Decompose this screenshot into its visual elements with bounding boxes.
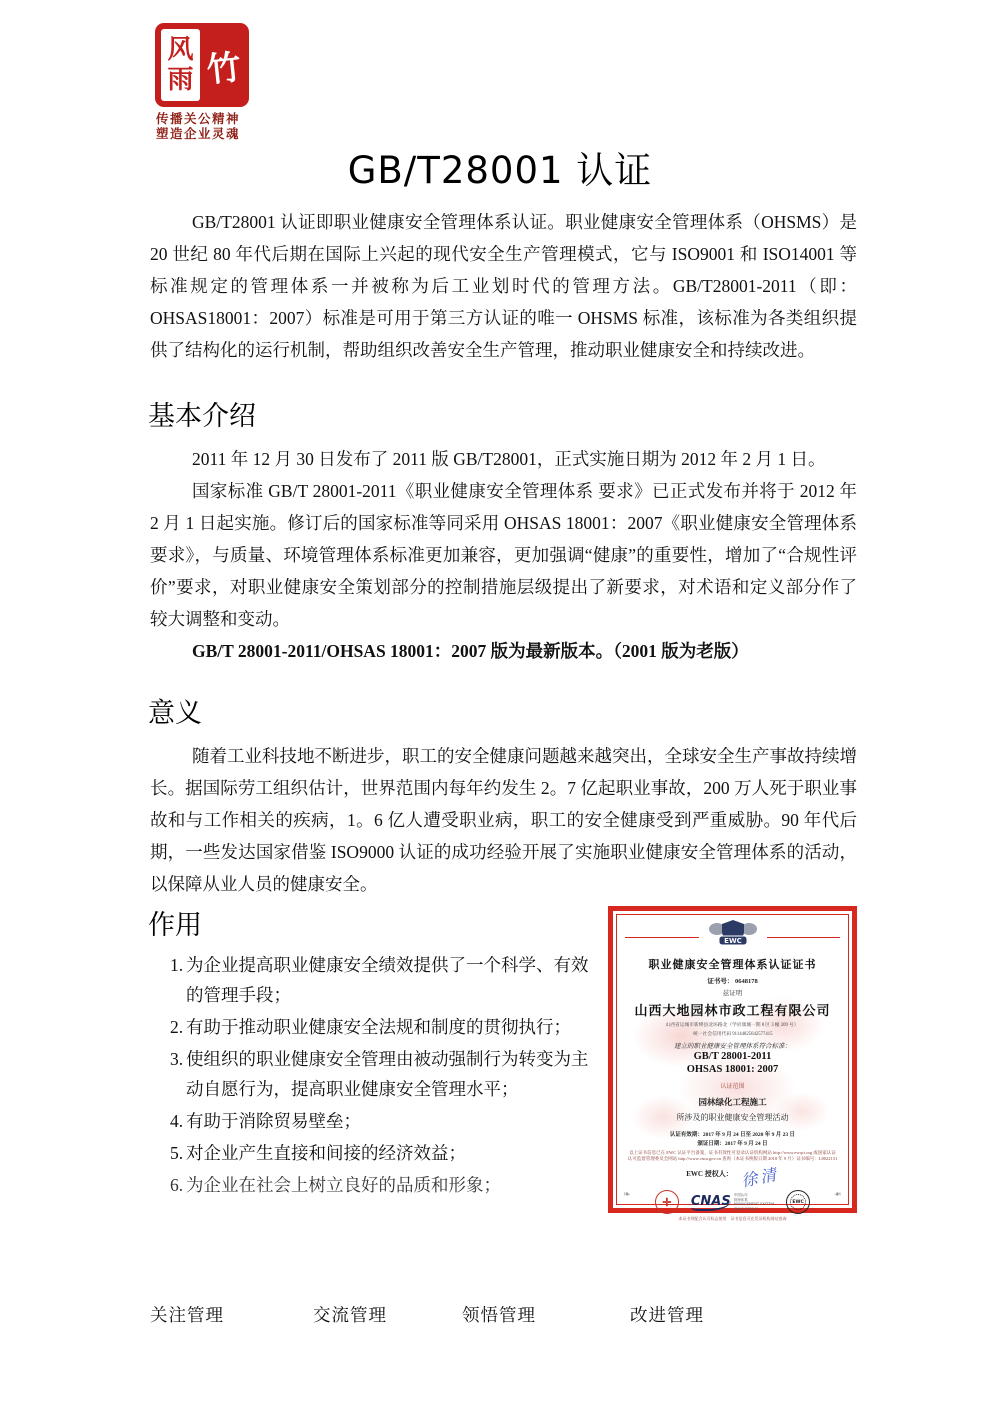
certificate-scope-label: 认证范围 — [720, 1084, 745, 1090]
role-item-number: 5. — [170, 1143, 184, 1163]
ewc-crest-label: EWC — [723, 937, 742, 945]
certificate-address: 山西省运城市新绛县北环路北（学府康城一期 8 区 3 幢 209 号） — [665, 1023, 799, 1028]
heading-role: 作用 — [148, 910, 202, 941]
role-list-item — [150, 1106, 598, 1136]
certificate-standard-1: GB/T 28001-2011 — [693, 1051, 772, 1062]
role-item-text: 有助于消除贸易壁垒； — [186, 1111, 361, 1131]
red-seal-glyph: ✛ — [662, 1196, 672, 1209]
ewc-crest-icon — [699, 919, 767, 952]
heading-meaning: 意义 — [148, 698, 202, 729]
certificate-validity: 认证有效期：2017 年 9 月 24 日至 2020 年 9 月 23 日 — [669, 1132, 796, 1138]
logo-seal-left — [161, 29, 200, 101]
certificate-image — [608, 906, 857, 1221]
certificate-company-name: 山西大地园林市政工程有限公司 — [634, 1003, 831, 1018]
cnas-side-line1: 中国认可 — [733, 1193, 748, 1197]
certificate-authorizer-label: EWC 授权人： — [686, 1170, 733, 1178]
footer-link-follow[interactable]: 关注管理 — [150, 1305, 224, 1325]
ewc-round-seal-label: EWC — [790, 1194, 806, 1210]
logo-char-zhu: 竹 — [204, 46, 243, 91]
certificate-authorizer-row — [686, 1164, 781, 1191]
role-list-item-clipped — [150, 1170, 598, 1195]
role-item-text: 有助于推动职业健康安全法规和制度的贯彻执行； — [186, 1017, 571, 1037]
role-list — [150, 950, 598, 1195]
red-accreditation-seal-icon — [655, 1190, 679, 1214]
role-item-number: 4. — [170, 1111, 184, 1131]
role-item-number: 1. — [170, 955, 184, 975]
basic-paragraph-1: 2011 年 12 月 30 日发布了 2011 版 GB/T28001，正式实施日期为 2012 年 2 月 1 日。 — [192, 449, 826, 469]
cnas-wordmark: CNAS — [690, 1193, 731, 1209]
cnas-logo — [691, 1193, 774, 1211]
basic-paragraph-2: 国家标准 GB/T 28001-2011《职业健康安全管理体系 要求》已正式发布并将于 2012 年 2 月 1 日起实施。修订后的国家标准等同采用 OHSAS 18001：2007《职业健康安全管理体系要求》，与质量、环境管理体系标准更加兼容，更加强调“健康”的重要性，增加了“合规性评价”要求，对职业健康安全策划部分的控制措施层级提出了新要求，对术语和定义部分作了较大调整和变动。 — [150, 481, 857, 629]
certificate-standard-intro: 建立的职业健康安全管理体系符合标准： — [674, 1043, 791, 1050]
role-item-text: 对企业产生直接和间接的经济效益； — [186, 1143, 466, 1163]
basic-bold-note: GB/T 28001-2011/OHSAS 18001：2007 版为最新版本。（2001 版为老版） — [192, 641, 749, 661]
cnas-side-line4: CNAS C038-M — [733, 1206, 758, 1211]
logo-tagline — [156, 111, 276, 141]
corner-flourish-icon: ❧ — [834, 1189, 842, 1199]
logo-char-feng: 风 — [167, 35, 194, 65]
footer-link-comprehend[interactable]: 领悟管理 — [462, 1305, 536, 1325]
ewc-crest-svg — [705, 919, 761, 947]
role-item-text: 使组织的职业健康安全管理由被动强制行为转变为主动自愿行为，提高职业健康安全管理水平； — [186, 1049, 589, 1099]
certificate-fine-print: 以上证书信息已在 EWC 认证平台备案，证书有效性可登录认证机构网站 http://www.ewqci.org 或国家认证认可监督管理委员会网站 http://www.cnca.gov.cn 查询（本证书换版日期 2018 年 9 月）证书编号：L8022131 — [627, 1150, 838, 1161]
role-item-number: 2. — [170, 1017, 184, 1037]
meaning-block — [150, 740, 857, 900]
role-item-text: 为企业提高职业健康安全绩效提供了一个科学、有效的管理手段； — [186, 955, 589, 1005]
certificate-logos-row — [655, 1190, 810, 1214]
certificate-title: 职业健康安全管理体系认证证书 — [648, 959, 817, 971]
footer-link-exchange[interactable]: 交流管理 — [313, 1305, 387, 1325]
logo-tagline-line2: 塑造企业灵魂 — [156, 126, 241, 141]
certificate-issue-date: 颁证日期：2017 年 9 月 24 日 — [697, 1141, 768, 1147]
intro-paragraph: GB/T28001 认证即职业健康安全管理体系认证。职业健康安全管理体系（OHSMS）是 20 世纪 80 年代后期在国际上兴起的现代安全生产管理模式，它与 ISO9001 和 ISO14001 等标准规定的管理体系一并被称为后工业划时代的管理方法。GB/T28001-2011（即：OHSAS18001：2007）标准是可用于第三方认证的唯一 OHSMS 标准，该标准为各类组织提供了结构化的运行机制，帮助组织改善安全生产管理，推动职业健康安全和持续改进。 — [150, 212, 857, 360]
ewc-round-seal-icon — [786, 1190, 810, 1214]
cnas-side-text — [734, 1193, 774, 1211]
certificate-attest: 兹证明 — [722, 990, 743, 997]
logo-seal-icon — [156, 24, 248, 106]
certificate-scope-line2: 所涉及的职业健康安全管理活动 — [676, 1113, 789, 1122]
role-item-number: 6. — [170, 1175, 184, 1195]
footer-link-improve[interactable]: 改进管理 — [630, 1305, 704, 1325]
certificate-standard-2: OHSAS 18001: 2007 — [686, 1064, 779, 1075]
role-list-item — [150, 1012, 598, 1042]
page-title: GB/T28001 认证 — [347, 149, 653, 192]
logo-tagline-line1: 传播关公精神 — [156, 111, 241, 126]
certificate-credit-code: 统一社会信用代码 91144825642577415 — [692, 1032, 773, 1037]
role-list-item — [150, 1138, 598, 1168]
certificate-body — [616, 914, 849, 1221]
company-logo — [156, 24, 276, 141]
logo-seal-right — [200, 27, 246, 103]
corner-flourish-icon: ❧ — [623, 1189, 631, 1199]
role-item-text: 为企业在社会上树立良好的品质和形象； — [186, 1175, 501, 1195]
certificate-bottom-note: 本证书须配合认可标志使用 证书信息可在发证机构网站查询 — [678, 1216, 787, 1221]
certificate-number: 证书号： 0648178 — [707, 978, 758, 985]
cnas-side-line2: 管理体系 — [733, 1197, 748, 1202]
role-list-item — [150, 950, 598, 1010]
cnas-side-line3: MANAGEMENT SYSTEM — [733, 1202, 775, 1206]
certificate-scope-line1: 园林绿化工程施工 — [698, 1097, 767, 1107]
meaning-paragraph: 随着工业科技地不断进步，职工的安全健康问题越来越突出，全球安全生产事故持续增长。据国际劳工组织估计，世界范围内每年约发生 2。7 亿起职业事故，200 万人死于职业事故和与工作相关的疾病，1。6 亿人遭受职业病，职工的安全健康受到严重威胁。90 年代后期，一些发达国家借鉴 ISO9000 认证的成功经验开展了实施职业健康安全管理体系的活动，以保障从业人员的健康安全。 — [150, 746, 857, 894]
role-list-item — [150, 1044, 598, 1104]
role-item-number: 3. — [170, 1049, 184, 1069]
intro-block — [150, 206, 857, 366]
logo-char-yu: 雨 — [167, 65, 194, 95]
certificate-signature: 徐清 — [739, 1164, 781, 1191]
heading-basic-intro: 基本介绍 — [148, 401, 256, 432]
basic-intro-block — [150, 443, 857, 667]
